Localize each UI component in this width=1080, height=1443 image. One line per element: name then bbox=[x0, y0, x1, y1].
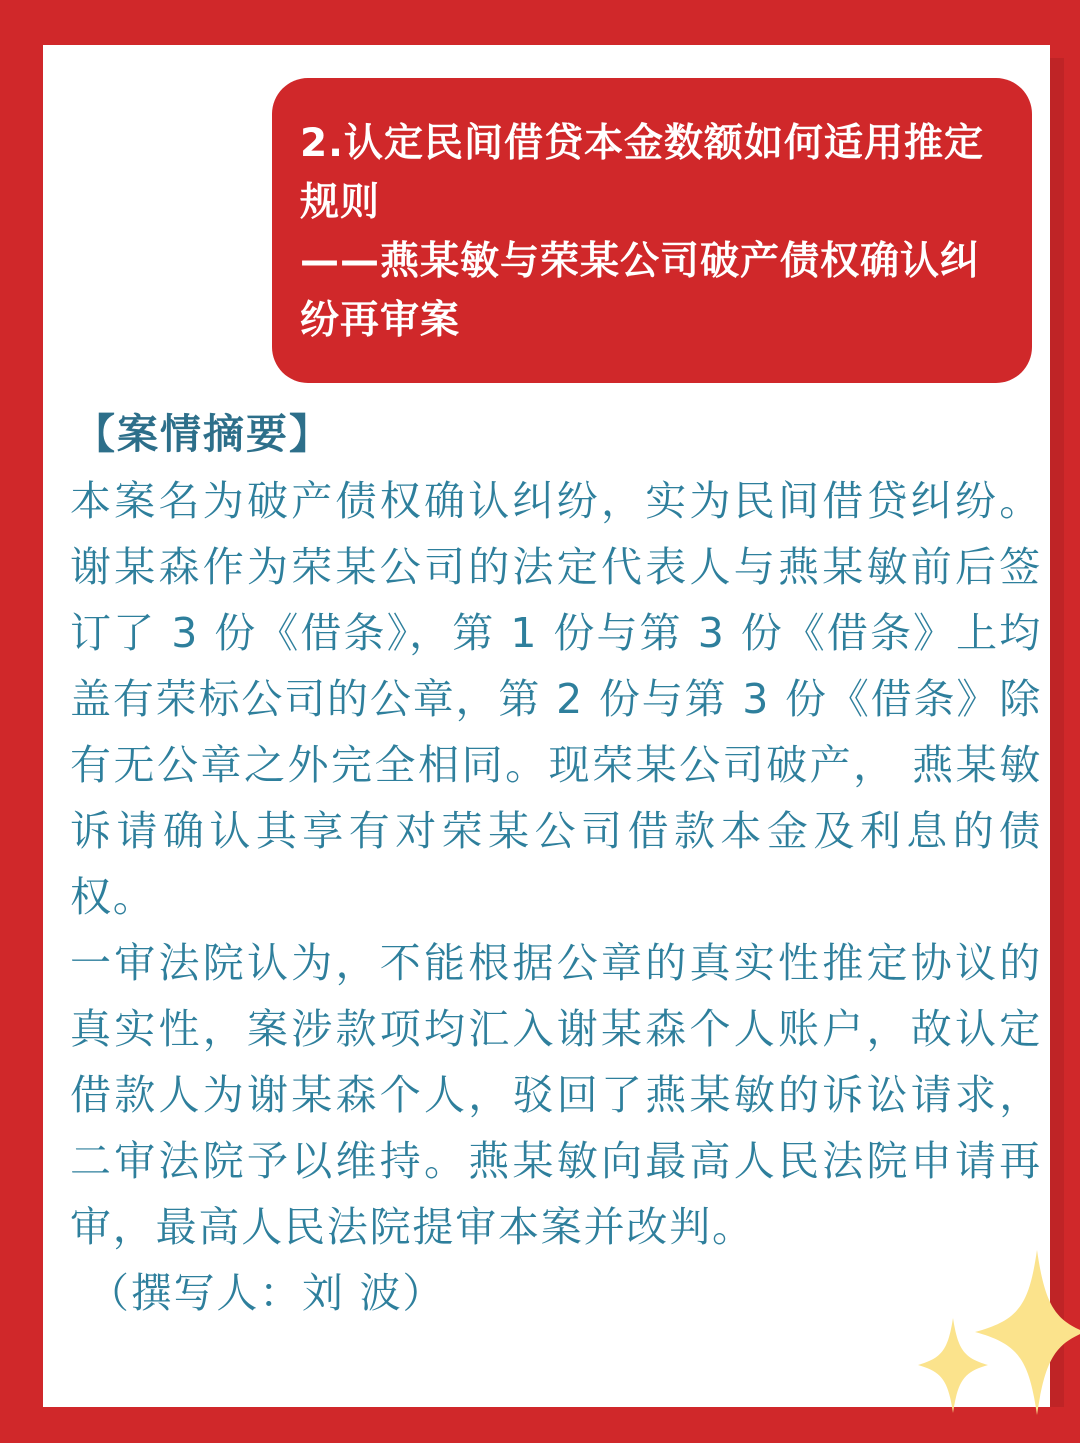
title-line-1: 2.认定民间借贷本金数额如何适用推定规则 bbox=[300, 121, 984, 225]
card-shadow bbox=[1050, 58, 1064, 1407]
case-summary bbox=[70, 468, 1042, 1326]
summary-paragraph-1: 本案名为破产债权确认纠纷，实为民间借贷纠纷。谢某森作为荣某公司的法定代表人与燕某敏前后签订了 3 份《借条》，第 1 份与第 3 份《借条》上均盖有荣标公司的公章，第 2 份与第 3 份《借条》除有无公章之外完全相同。现荣某公司破产， 燕某敏诉请确认其享有对荣某公司借款本金及利息的债权。 bbox=[70, 477, 1042, 921]
section-heading: 【案情摘要】 bbox=[74, 410, 332, 458]
sparkle-small-icon bbox=[918, 1318, 988, 1413]
summary-paragraph-2: 一审法院认为，不能根据公章的真实性推定协议的真实性，案涉款项均汇入谢某森个人账户，故认定借款人为谢某森个人，驳回了燕某敏的诉讼请求，二审法院予以维持。燕某敏向最高人民法院申请再审，最高人民法院提审本案并改判。 bbox=[70, 939, 1042, 1251]
title-box bbox=[272, 78, 1032, 383]
author-credit: （撰写人：刘 波） bbox=[88, 1269, 446, 1317]
sparkle-large-icon bbox=[975, 1250, 1080, 1415]
title-line-2: ——燕某敏与荣某公司破产债权确认纠纷再审案 bbox=[300, 239, 981, 343]
